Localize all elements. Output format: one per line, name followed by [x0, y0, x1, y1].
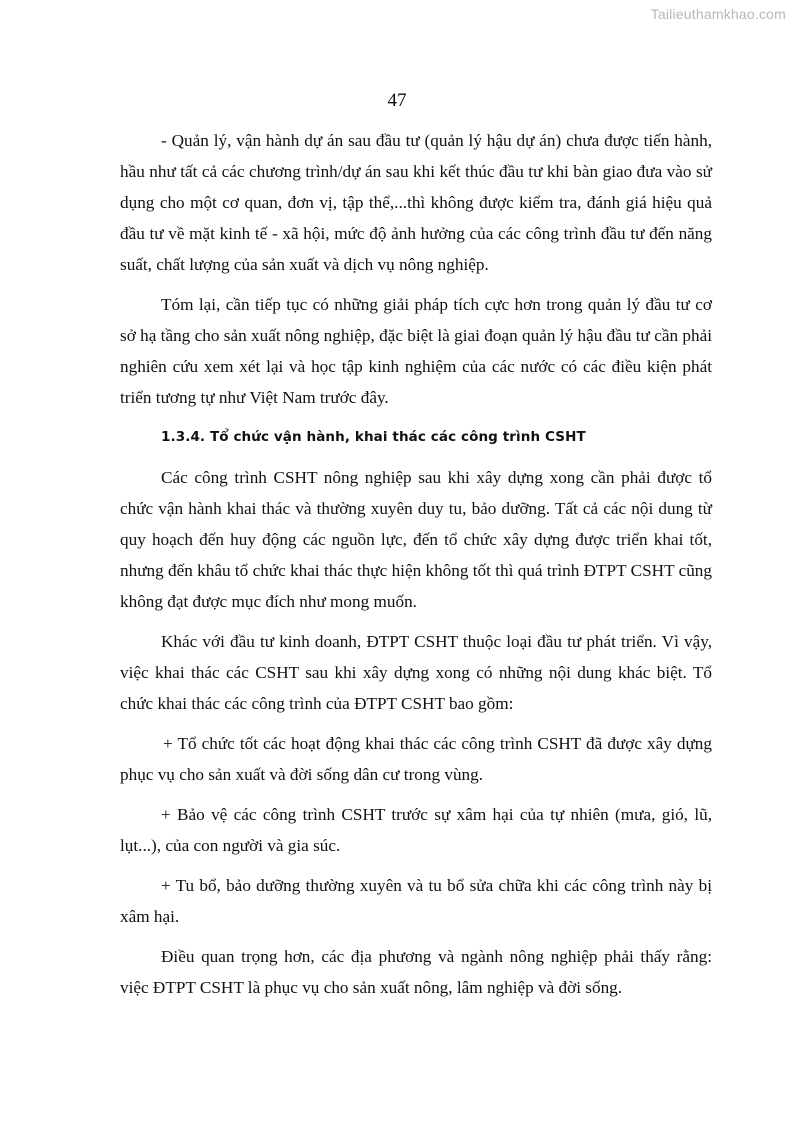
page-number: 47 [387, 90, 407, 111]
paragraph-project-management: - Quản lý, vận hành dự án sau đầu tư (quản lý hậu dự án) chưa được tiến hành, hầu như tất cả các chương trình/dự án sau khi kết thúc đầu tư khi bàn giao đưa vào sử dụng cho một cơ quan, đơn vị, tập thể,...thì không được kiểm tra, đánh giá hiệu quả đầu tư về mặt kinh tế - xã hội, mức độ ảnh hưởng của các công trình đầu tư đến năng suất, chất lượng của sản xuất và dịch vụ nông nghiệp. [120, 131, 712, 274]
paragraph-operation: Các công trình CSHT nông nghiệp sau khi xây dựng xong cần phải được tổ chức vận hành khai thác và thường xuyên duy tu, bảo dưỡng. Tất cả các nội dung từ quy hoạch đến huy động các nguồn lực, đến tổ chức xây dựng được triển khai tốt, nhưng đến khâu tổ chức khai thác thực hiện không tốt thì quá trình ĐTPT CSHT cũng không đạt được mục đích như mong muốn. [120, 468, 712, 611]
list-item-maintain: + Tu bổ, bảo dưỡng thường xuyên và tu bổ sửa chữa khi các công trình này bị xâm hại. [120, 876, 712, 926]
watermark: Tailieuthamkhao.com [650, 6, 786, 22]
document-body [120, 125, 712, 1012]
paragraph-summary: Tóm lại, cần tiếp tục có những giải pháp tích cực hơn trong quản lý đầu tư cơ sở hạ tầng cho sản xuất nông nghiệp, đặc biệt là giai đoạn quản lý hậu đầu tư cần phải nghiên cứu xem xét lại và học tập kinh nghiệm của các nước có các điều kiện phát triển tương tự như Việt Nam trước đây. [120, 295, 712, 407]
paragraph-difference: Khác với đầu tư kinh doanh, ĐTPT CSHT thuộc loại đầu tư phát triển. Vì vậy, việc khai thác các CSHT sau khi xây dựng xong có những nội dung khác biệt. Tổ chức khai thác các công trình của ĐTPT CSHT bao gồm: [120, 632, 712, 713]
list-item-protect: + Bảo vệ các công trình CSHT trước sự xâm hại của tự nhiên (mưa, gió, lũ, lụt...), của con người và gia súc. [120, 805, 712, 855]
list-item-organize: + Tổ chức tốt các hoạt động khai thác các công trình CSHT đã được xây dựng phục vụ cho sản xuất và đời sống dân cư trong vùng. [120, 734, 712, 784]
section-heading: 1.3.4. Tổ chức vận hành, khai thác các công trình CSHT [161, 429, 586, 445]
paragraph-conclusion: Điều quan trọng hơn, các địa phương và ngành nông nghiệp phải thấy rằng: việc ĐTPT CSHT là phục vụ cho sản xuất nông, lâm nghiệp và đời sống. [120, 947, 712, 997]
